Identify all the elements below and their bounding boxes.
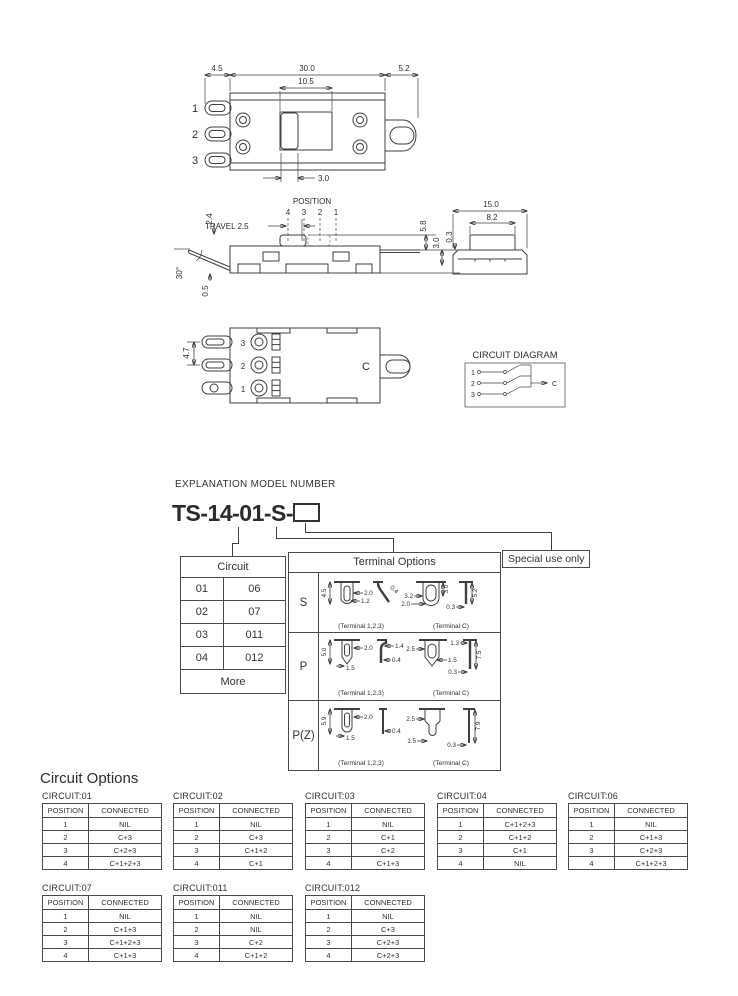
terminal-type-s-label: S xyxy=(289,573,319,632)
connected-header: CONNECTED xyxy=(615,804,688,818)
cell: C+2+3 xyxy=(352,936,425,949)
model-suffix-box xyxy=(293,503,320,522)
connector-circuit-v2 xyxy=(232,543,233,556)
cell: NIL xyxy=(220,923,293,936)
cell: 4 xyxy=(306,857,352,870)
terminal-label-1: 1 xyxy=(191,103,199,115)
cell: 1 xyxy=(306,818,352,831)
cell: 2 xyxy=(438,831,484,844)
connected-header: CONNECTED xyxy=(89,804,162,818)
dim-sc-w: 3.2 xyxy=(404,593,413,600)
position-label: POSITION xyxy=(292,197,332,206)
cell: C+1+2 xyxy=(484,831,557,844)
circuit-diagram-title: CIRCUIT DIAGRAM xyxy=(472,350,558,361)
dim-s-w: 2.0 xyxy=(364,590,373,597)
cell: 3 xyxy=(174,936,220,949)
travel-label: TRAVEL 2.5 xyxy=(205,222,249,231)
dim-pc-sw: 1.3 xyxy=(450,640,459,647)
circuit-option-01 xyxy=(42,791,162,870)
dim-p-h: 5.0 xyxy=(321,647,328,657)
circuit-option-02 xyxy=(173,791,293,870)
position-header: POSITION xyxy=(43,896,89,910)
terminal-pz-drawing xyxy=(319,701,500,770)
connector-circuit-h xyxy=(232,543,239,544)
bottom-terminal-3: 3 xyxy=(240,339,246,348)
table-title: CIRCUIT:01 xyxy=(42,791,93,801)
dim-pc-w2: 1.5 xyxy=(448,657,457,664)
dim-0-5: 0.5 xyxy=(201,285,210,297)
cell: C+3 xyxy=(220,831,293,844)
cell: 1 xyxy=(43,818,89,831)
cell: C+1+2+3 xyxy=(89,936,162,949)
model-number: TS-14-01-S- xyxy=(172,500,294,526)
cd-common: C xyxy=(552,381,558,388)
end-view-body xyxy=(453,235,527,274)
dim-pzc-w: 2.5 xyxy=(406,716,415,723)
table-title: CIRCUIT:011 xyxy=(173,883,228,893)
position-2: 2 xyxy=(317,208,323,217)
cell: 1 xyxy=(569,818,615,831)
cell: 4 xyxy=(43,949,89,962)
cell: NIL xyxy=(89,818,162,831)
cell: C+2+3 xyxy=(352,949,425,962)
terminal-label-2: 2 xyxy=(191,129,199,141)
cell: 3 xyxy=(306,844,352,857)
circuit-code: 06 xyxy=(223,578,285,601)
terminal-row-p xyxy=(289,633,500,701)
cell: C+2 xyxy=(352,844,425,857)
cell: C+1+3 xyxy=(615,831,688,844)
position-1: 1 xyxy=(333,208,339,217)
cell: C+2+3 xyxy=(89,844,162,857)
cell: 3 xyxy=(174,844,220,857)
dim-10-5: 10.5 xyxy=(298,77,314,86)
cell: 1 xyxy=(174,910,220,923)
table-title: CIRCUIT:04 xyxy=(437,791,488,801)
dim-5-2: 5.2 xyxy=(398,64,410,73)
circuit-option-07 xyxy=(42,883,162,962)
circuit-code: 07 xyxy=(223,601,285,624)
cell: C+2+3 xyxy=(615,844,688,857)
dim-4-5: 4.5 xyxy=(211,64,223,73)
caption-terminal-c: (Terminal C) xyxy=(433,690,469,697)
dim-pc-len: 7.5 xyxy=(476,650,483,660)
dim-sc-h: 3.0 xyxy=(443,584,450,594)
circuit-code: 02 xyxy=(181,601,224,624)
dim-30-deg: 30° xyxy=(175,266,184,280)
position-header: POSITION xyxy=(174,804,220,818)
dim-3-0-side: 3.0 xyxy=(432,237,441,249)
cell: C+1+3 xyxy=(352,857,425,870)
cd-terminal-3: 3 xyxy=(471,392,475,399)
cell: NIL xyxy=(89,910,162,923)
cell: 1 xyxy=(43,910,89,923)
cell: 3 xyxy=(306,936,352,949)
position-header: POSITION xyxy=(438,804,484,818)
connected-header: CONNECTED xyxy=(352,804,425,818)
cell: 1 xyxy=(438,818,484,831)
dim-pzc-len: 7.9 xyxy=(475,721,482,731)
cell: 4 xyxy=(174,949,220,962)
bottom-view-drawing xyxy=(180,313,435,415)
circuit-option-04 xyxy=(437,791,557,870)
dim-pz-w2: 1.5 xyxy=(346,735,355,742)
dim-pc-t: 0.3 xyxy=(448,669,457,676)
dim-pzc-t: 0.3 xyxy=(447,742,456,749)
cell: 3 xyxy=(43,936,89,949)
connected-header: CONNECTED xyxy=(484,804,557,818)
dim-pz-t: 0.4 xyxy=(392,728,401,735)
table-title: CIRCUIT:03 xyxy=(305,791,356,801)
circuit-code: 012 xyxy=(223,647,285,670)
dim-5-8: 5.8 xyxy=(419,220,428,232)
circuit-code: 04 xyxy=(181,647,224,670)
dim-s-w2: 1.2 xyxy=(361,598,370,605)
cell: 2 xyxy=(306,831,352,844)
cell: 4 xyxy=(174,857,220,870)
circuit-option-011 xyxy=(173,883,293,962)
cell: 1 xyxy=(174,818,220,831)
cell: C+1 xyxy=(220,857,293,870)
dim-p-sw: 1.4 xyxy=(395,643,404,650)
dim-15-0: 15.0 xyxy=(483,200,499,209)
cell: 4 xyxy=(43,857,89,870)
cell: NIL xyxy=(352,910,425,923)
dim-8-2: 8.2 xyxy=(486,213,498,222)
cell: C+3 xyxy=(352,923,425,936)
cell: C+1+3 xyxy=(89,923,162,936)
position-header: POSITION xyxy=(569,804,615,818)
circuit-table-more: More xyxy=(181,670,286,694)
table-title: CIRCUIT:06 xyxy=(568,791,619,801)
circuit-options-title: Circuit Options xyxy=(40,770,139,787)
common-terminal-label: C xyxy=(362,361,370,373)
terminal-row-pz xyxy=(289,701,500,770)
position-header: POSITION xyxy=(174,896,220,910)
position-header: POSITION xyxy=(306,804,352,818)
side-view-drawing xyxy=(168,193,468,306)
cell: NIL xyxy=(484,857,557,870)
connected-header: CONNECTED xyxy=(220,896,293,910)
cell: C+1+2+3 xyxy=(615,857,688,870)
cell: NIL xyxy=(220,910,293,923)
caption-terminal-123: (Terminal 1,2,3) xyxy=(338,760,384,767)
bent-lead xyxy=(189,250,230,267)
connector-special-v2 xyxy=(551,532,552,550)
circuit-code: 03 xyxy=(181,624,224,647)
dim-sc-len: 5.2 xyxy=(472,588,479,598)
terminal-s-drawing xyxy=(319,573,500,632)
side-view-dimensions xyxy=(174,213,460,297)
dim-30-0: 30.0 xyxy=(299,64,315,73)
terminal-type-pz-label: P(Z) xyxy=(289,701,319,770)
dim-p-w: 2.0 xyxy=(364,645,373,652)
dim-s-t: 0.4 xyxy=(388,584,400,596)
circuit-table-header: Circuit xyxy=(181,557,286,578)
terminal-type-p-label: P xyxy=(289,633,319,700)
cell: 1 xyxy=(306,910,352,923)
circuit-code-table xyxy=(180,556,286,694)
table-title: CIRCUIT:012 xyxy=(305,883,361,893)
position-3: 3 xyxy=(301,208,307,217)
dim-3-0: 3.0 xyxy=(318,174,330,183)
connector-circuit-v1 xyxy=(238,527,239,544)
circuit-diagram-switches xyxy=(471,365,557,399)
dim-pc-w: 2.5 xyxy=(406,646,415,653)
dim-s-h: 4.5 xyxy=(321,588,328,598)
end-view-drawing xyxy=(445,197,560,275)
table-title: CIRCUIT:02 xyxy=(173,791,224,801)
cell: C+1+2 xyxy=(220,949,293,962)
bottom-view-body xyxy=(230,328,410,403)
top-view-drawing xyxy=(175,60,475,195)
connected-header: CONNECTED xyxy=(220,804,293,818)
cell: C+1 xyxy=(484,844,557,857)
cell: 4 xyxy=(438,857,484,870)
dim-pzc-w2: 1.5 xyxy=(407,738,416,745)
dim-pz-h: 5.9 xyxy=(321,716,328,726)
cell: 2 xyxy=(174,923,220,936)
cell: 3 xyxy=(569,844,615,857)
bottom-view-terminals xyxy=(202,336,370,394)
caption-terminal-123: (Terminal 1,2,3) xyxy=(338,690,384,697)
cell: NIL xyxy=(615,818,688,831)
cell: 2 xyxy=(43,831,89,844)
cell: 4 xyxy=(306,949,352,962)
table-title: CIRCUIT:07 xyxy=(42,883,93,893)
circuit-code: 011 xyxy=(223,624,285,647)
connected-header: CONNECTED xyxy=(89,896,162,910)
circuit-option-012 xyxy=(305,883,425,962)
cell: C+2 xyxy=(220,936,293,949)
cell: C+3 xyxy=(89,831,162,844)
terminal-options-table xyxy=(288,552,501,771)
terminal-label-3: 3 xyxy=(191,155,199,167)
caption-terminal-123: (Terminal 1,2,3) xyxy=(338,623,384,630)
cell: C+1+2 xyxy=(220,844,293,857)
cell: 3 xyxy=(43,844,89,857)
position-header: POSITION xyxy=(306,896,352,910)
position-header: POSITION xyxy=(43,804,89,818)
bottom-terminal-1: 1 xyxy=(240,385,246,394)
caption-terminal-c: (Terminal C) xyxy=(433,623,469,630)
cell: NIL xyxy=(220,818,293,831)
end-view-dimensions xyxy=(453,200,527,248)
top-view-terminals xyxy=(192,101,231,167)
dim-2-4: 2.4 xyxy=(205,213,214,225)
dim-pz-w: 2.0 xyxy=(364,714,373,721)
bottom-view-dimensions xyxy=(182,342,200,365)
dim-sc-t: 0.3 xyxy=(446,604,455,611)
circuit-diagram xyxy=(460,349,575,411)
dim-p-w2: 1.5 xyxy=(346,665,355,672)
cell: C+1+3 xyxy=(89,949,162,962)
cell: 4 xyxy=(569,857,615,870)
terminal-options-header: Terminal Options xyxy=(289,553,500,573)
terminal-row-s xyxy=(289,573,500,633)
circuit-code: 01 xyxy=(181,578,224,601)
model-section-title: EXPLANATION MODEL NUMBER xyxy=(175,479,336,490)
cell: 2 xyxy=(306,923,352,936)
cell: 2 xyxy=(174,831,220,844)
cell: 2 xyxy=(43,923,89,936)
circuit-option-03 xyxy=(305,791,425,870)
top-view-body xyxy=(230,93,416,170)
connector-terminal-v2 xyxy=(393,538,394,552)
cell: C+1+2+3 xyxy=(484,818,557,831)
caption-terminal-c: (Terminal C) xyxy=(433,760,469,767)
position-4: 4 xyxy=(285,208,291,217)
dim-4-7: 4.7 xyxy=(182,347,191,359)
bottom-terminal-2: 2 xyxy=(240,362,246,371)
circuit-option-06 xyxy=(568,791,688,870)
special-use-label: Special use only xyxy=(502,550,590,568)
cd-terminal-1: 1 xyxy=(471,370,475,377)
connected-header: CONNECTED xyxy=(352,896,425,910)
dim-p-t: 0.4 xyxy=(392,657,401,664)
terminal-p-drawing xyxy=(319,633,500,700)
connector-special-h xyxy=(305,532,552,533)
cell: 3 xyxy=(438,844,484,857)
cell: C+1 xyxy=(352,831,425,844)
cell: NIL xyxy=(352,818,425,831)
connector-terminal-h xyxy=(276,538,394,539)
cd-terminal-2: 2 xyxy=(471,381,475,388)
cell: 2 xyxy=(569,831,615,844)
mounting-tab-bottom xyxy=(380,355,410,378)
cell: C+1+2+3 xyxy=(89,857,162,870)
dim-sc-w2: 2.0 xyxy=(401,601,410,608)
dim-0-3: 0.3 xyxy=(445,231,454,243)
